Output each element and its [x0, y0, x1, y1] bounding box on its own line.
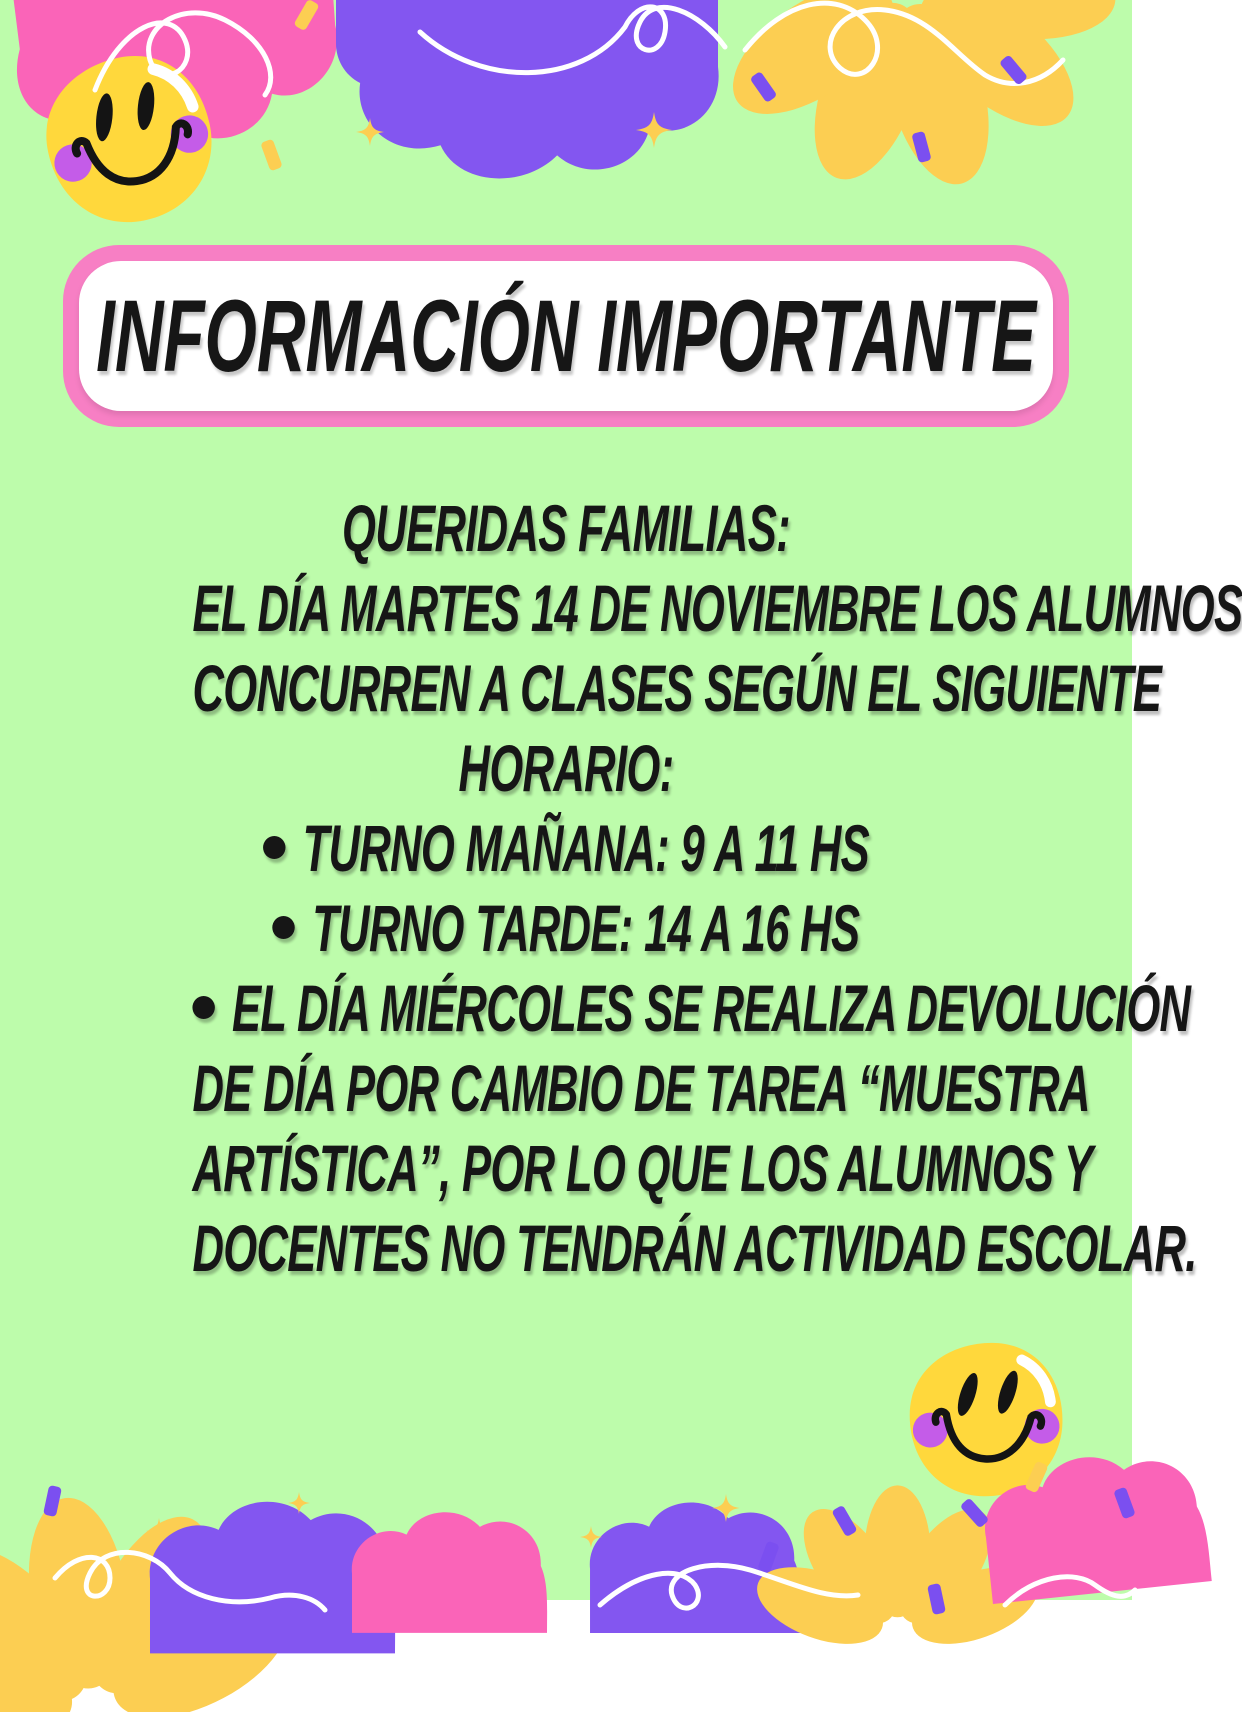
text-line: DE DÍA POR CAMBIO DE TAREA “MUESTRA — [192, 1051, 1090, 1125]
page-title: INFORMACIÓN IMPORTANTE — [96, 278, 1036, 393]
sparkle-icon — [636, 112, 672, 148]
text-line: ARTÍSTICA”, POR LO QUE LOS ALUMNOS Y — [192, 1131, 1093, 1205]
confetti — [750, 71, 778, 103]
title-banner — [63, 245, 1069, 427]
squiggle-line — [1005, 1560, 1135, 1610]
purple-cloud-bottom — [583, 1498, 808, 1633]
squiggle-line — [600, 1550, 860, 1615]
squiggle-line — [90, 0, 340, 105]
pink-cloud-top-left — [11, 0, 345, 190]
confetti — [831, 1505, 857, 1537]
sparkle-icon — [146, 1518, 172, 1544]
confetti — [43, 1485, 62, 1517]
sparkle-icon — [288, 1492, 310, 1514]
text-line: CONCURREN A CLASES SEGÚN EL SIGUIENTE — [192, 651, 1162, 725]
confetti — [1024, 1461, 1048, 1494]
sparkle-icon — [712, 1494, 740, 1522]
text-line-bullet: TURNO MAÑANA: 9 A 11 HS — [192, 808, 939, 888]
yellow-flower-top-right — [722, 0, 1094, 214]
confetti — [757, 1541, 779, 1574]
text-line: DOCENTES NO TENDRÁN ACTIVIDAD ESCOLAR. — [192, 1211, 1197, 1285]
confetti — [260, 139, 282, 172]
text-line: QUERIDAS FAMILIAS: — [342, 491, 790, 565]
purple-cloud-bottom — [150, 1495, 395, 1655]
yellow-flower-bottom-left — [0, 1442, 245, 1712]
confetti — [1113, 1487, 1135, 1520]
pink-cloud-bottom — [352, 1508, 547, 1633]
text-line: EL DÍA MARTES 14 DE NOVIEMBRE LOS ALUMNOS — [192, 571, 1242, 645]
bullet-dot — [263, 836, 285, 859]
bullet-dot — [273, 916, 295, 939]
yellow-flower-bottom-center — [790, 1486, 1005, 1631]
title-banner-inner — [79, 261, 1053, 411]
smiley-face-icon — [28, 38, 229, 239]
smiley-face-icon — [897, 1330, 1074, 1507]
confetti — [911, 131, 931, 163]
text-line-bullet: TURNO TARDE: 14 A 16 HS — [192, 888, 939, 968]
sparkle-icon — [66, 1528, 86, 1548]
squiggle-line — [745, 0, 1065, 110]
sparkle-icon — [580, 1526, 602, 1548]
bullet-dot — [192, 996, 214, 1019]
confetti — [999, 54, 1028, 85]
confetti — [960, 1498, 990, 1529]
squiggle-line — [420, 0, 730, 102]
text-line-bullet: EL DÍA MIÉRCOLES SE REALIZA DEVOLUCIÓN — [192, 968, 939, 1048]
purple-cloud-top — [336, 0, 718, 196]
sparkle-icon — [356, 118, 384, 146]
confetti — [927, 1583, 946, 1615]
squiggle-line — [50, 1538, 330, 1613]
confetti — [293, 0, 319, 31]
text-line: HORARIO: — [458, 731, 674, 805]
announcement-text — [0, 488, 1242, 1288]
pink-cloud-bottom-right — [976, 1419, 1214, 1626]
